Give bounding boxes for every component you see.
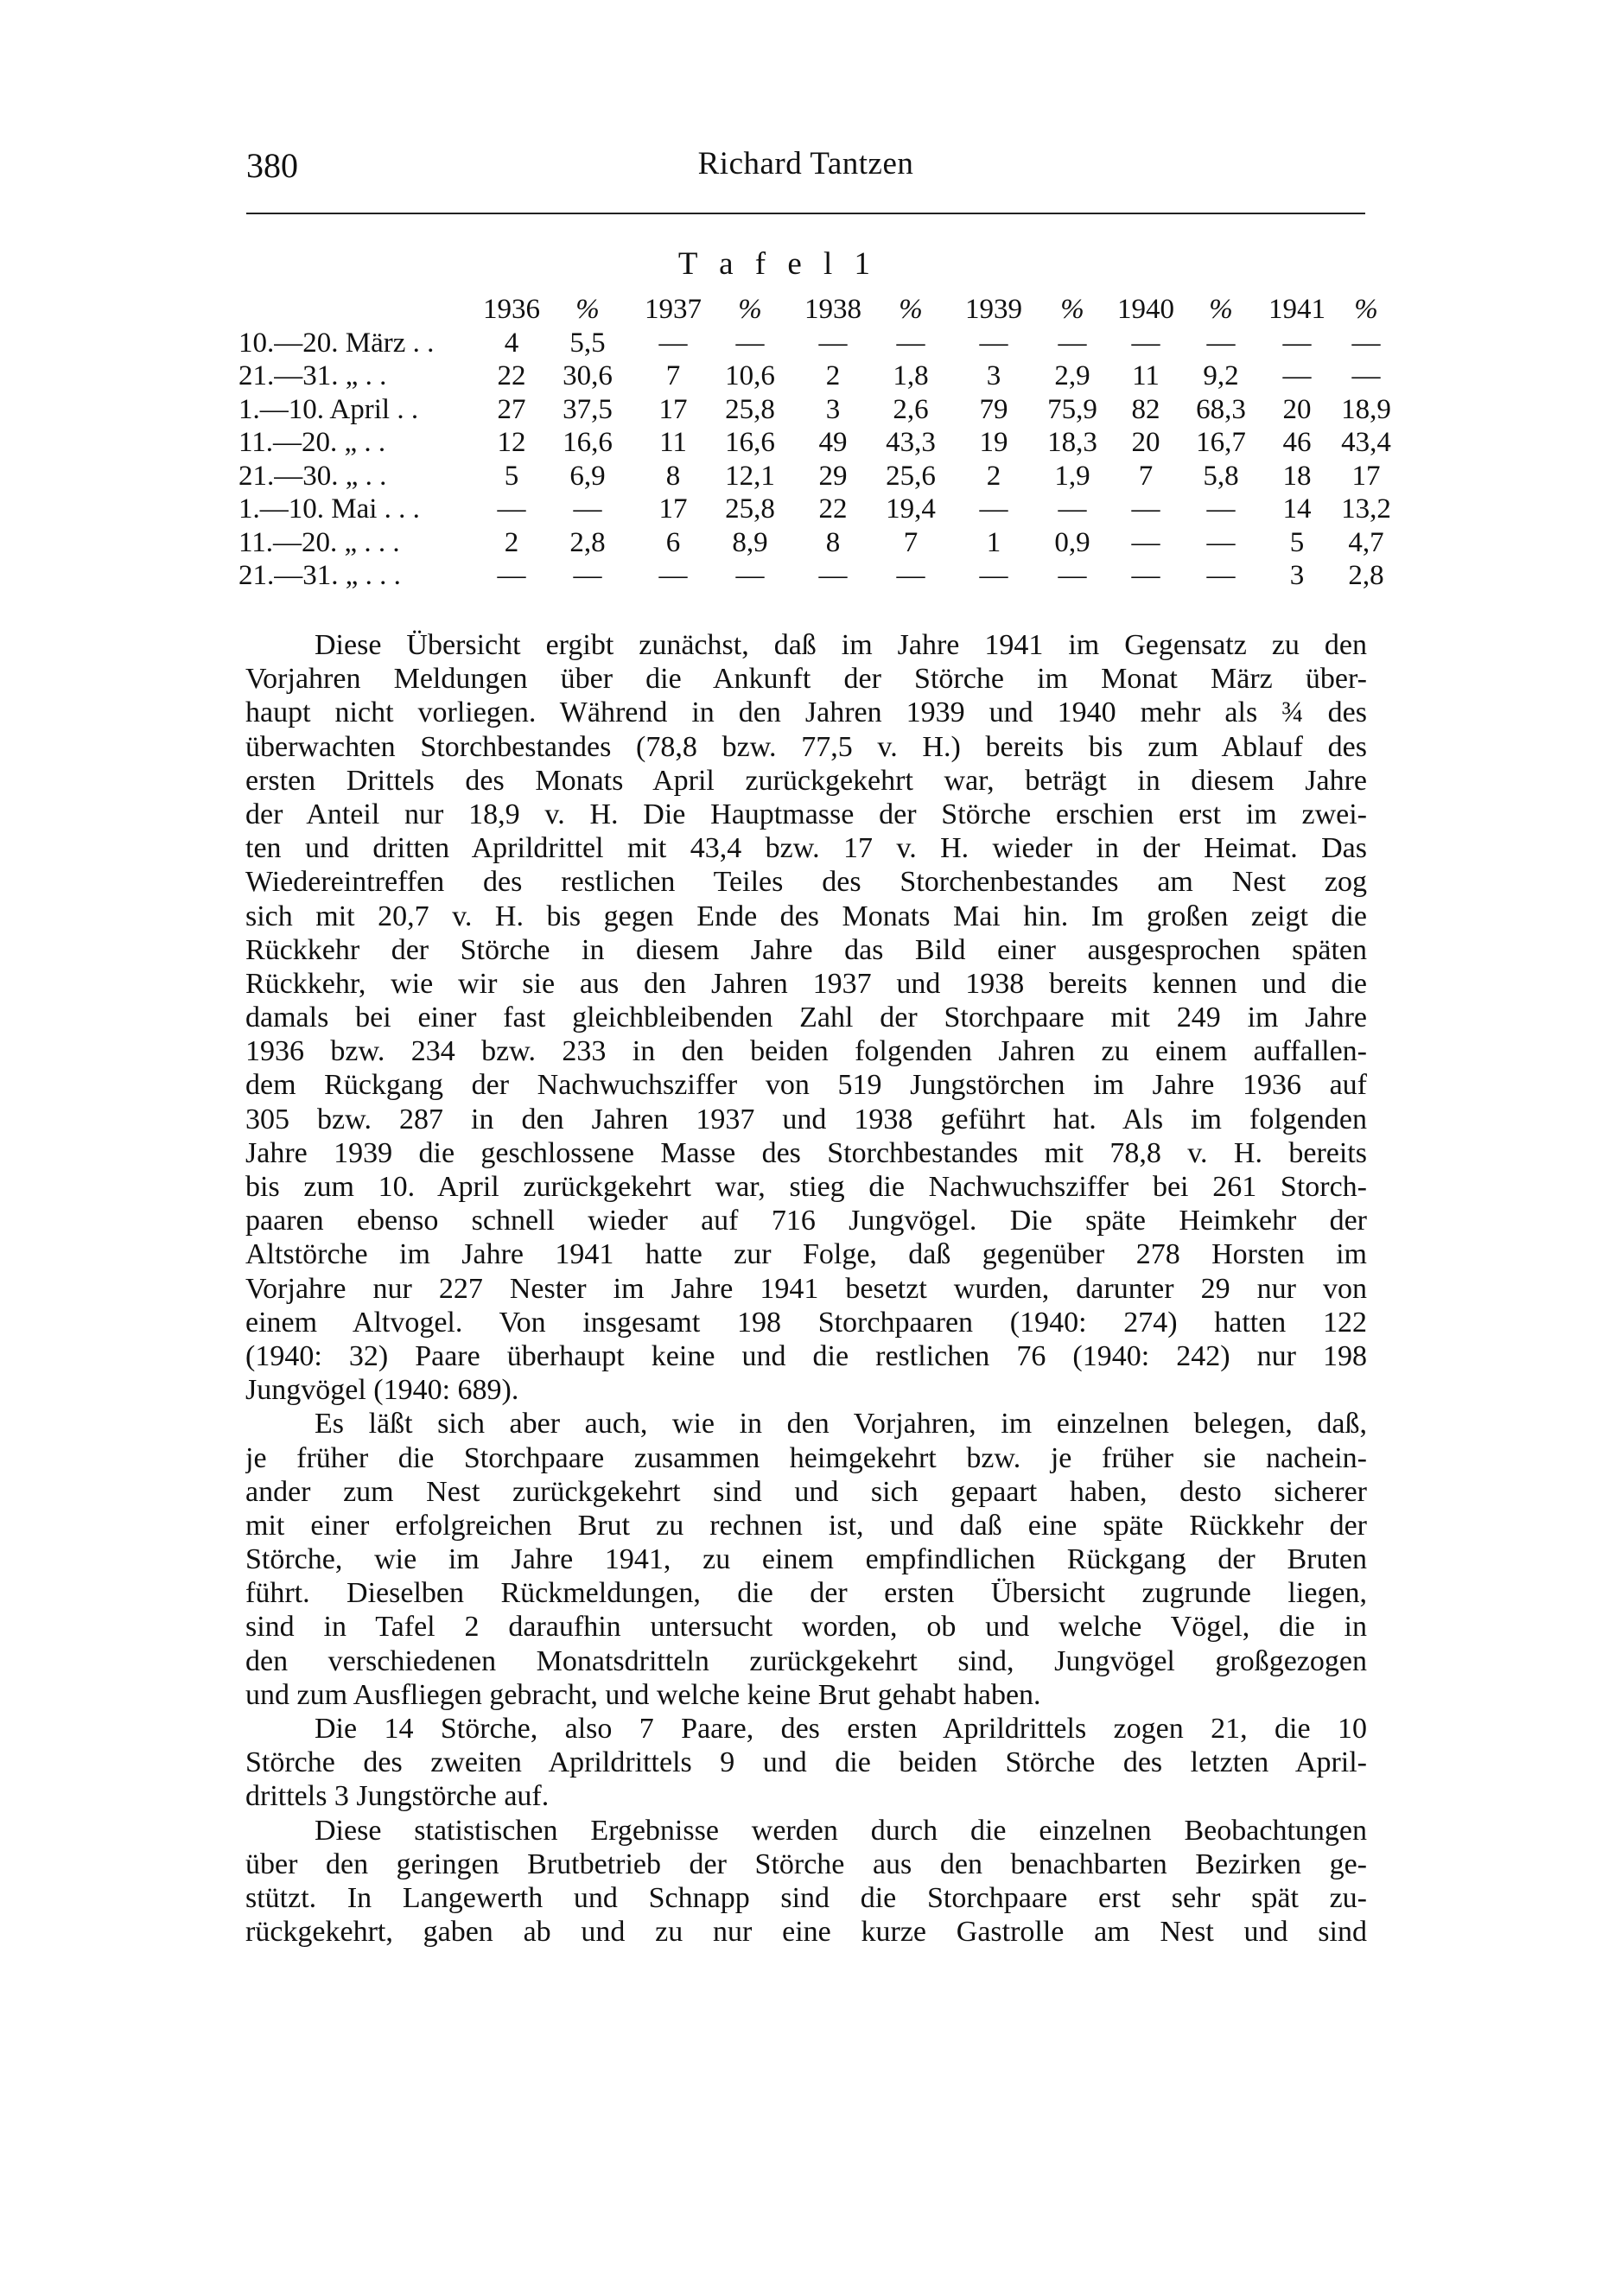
table-cell: 5,8 [1203,460,1239,492]
column-header: 1936 [483,294,540,325]
row-label: 10.—20. März . . [238,327,435,359]
table-cell: — [1131,493,1160,525]
text-line: Vorjahren Meldungen über die Ankunft der Störche im Monat März über- [245,663,1367,696]
table-cell: 0,9 [1054,526,1090,558]
text-line: Wiedereintreffen des restlichen Teiles des Storchenbestandes am Nest zog [245,866,1367,899]
table-cell: 11 [1132,360,1160,391]
table-cell: 16,7 [1196,427,1246,458]
table-row [238,560,1384,594]
table-cell: 12 [497,427,526,458]
text-line: Diese statistischen Ergebnisse werden durch die einzelnen Beobachtungen [315,1814,1367,1847]
text-line: dem Rückgang der Nachwuchsziffer von 519 Jungstörchen im Jahre 1936 auf [245,1069,1367,1102]
text-line: ander zum Nest zurückgekehrt sind und sich gepaart haben, desto sicherer [245,1475,1367,1508]
table-cell: — [735,560,765,591]
table-cell: 16,6 [563,427,613,458]
text-line: je früher die Storchpaare zusammen heimgekehrt bzw. je früher sie nachein- [245,1441,1367,1474]
text-line: Diese Übersicht ergibt zunächst, daß im Jahre 1941 im Gegensatz zu den [315,629,1367,661]
table-cell: 8,9 [732,526,768,558]
row-label: 1.—10. Mai . . . [238,493,420,525]
text-line: damals bei einer fast gleichbleibenden Zahl der Storchpaare mit 249 im Jahre [245,1002,1367,1034]
table-cell: 2 [986,460,1001,492]
table-cell: 25,8 [725,493,775,525]
table-cell: 3 [1289,560,1305,591]
text-line: Altstörche im Jahre 1941 hatte zur Folge, daß gegenüber 278 Horsten im [245,1238,1367,1271]
table-cell: — [1206,327,1236,359]
text-line: bis zum 10. April zurückgekehrt war, stieg die Nachwuchsziffer bei 261 Storch- [245,1171,1367,1203]
table-cell: 7 [665,360,681,391]
table-cell: — [573,493,602,525]
text-line: mit einer erfolgreichen Brut zu rechnen ist, und daß eine späte Rückkehr der [245,1509,1367,1542]
table-cell: 4 [504,327,519,359]
table-cell: 14 [1282,493,1312,525]
table-cell: — [818,327,848,359]
text-line: den verschiedenen Monatsdritteln zurückgekehrt sind, Jungvögel großgezogen [245,1644,1367,1677]
table-cell: 3 [986,360,1001,391]
text-line: Jahre 1939 die geschlossene Masse des Storchbestandes mit 78,8 v. H. bereits [245,1136,1367,1169]
table-cell: 2,9 [1054,360,1090,391]
running-title: Richard Tantzen [697,146,914,181]
table-cell: 79 [979,393,1008,425]
table-cell: — [1206,560,1236,591]
table-cell: 17 [658,493,688,525]
row-label: 21.—31. „ . . . [238,560,401,591]
table-row [238,427,1391,461]
text-line: einem Altvogel. Von insgesamt 198 Storchpaaren (1940: 274) hatten 122 [245,1306,1367,1339]
table-cell: 7 [1138,460,1154,492]
table-cell: — [979,493,1008,525]
table-row [238,493,1391,527]
text-line: Rückkehr, wie wir sie aus den Jahren 1937 und 1938 bereits kennen und die [245,967,1367,1000]
table-cell: — [1351,327,1381,359]
table-cell: 7 [903,526,919,558]
text-line: stützt. In Langewerth und Schnapp sind die Storchpaare erst sehr spät zu- [245,1881,1367,1914]
text-line: ersten Drittels des Monats April zurückgekehrt war, beträgt in diesem Jahre [245,764,1367,797]
page-number: 380 [246,146,298,185]
table-cell: — [1058,493,1087,525]
table-cell: 75,9 [1047,393,1097,425]
table-cell: — [1351,360,1381,391]
table-cell: 8 [825,526,841,558]
body-text [245,628,1367,1949]
table-cell: 5 [504,460,519,492]
table-cell: — [818,560,848,591]
text-line: 305 bzw. 287 in den Jahren 1937 und 1938 geführt hat. Als im folgenden [245,1103,1367,1135]
table-cell: 17 [658,393,688,425]
table-cell: — [979,327,1008,359]
table-cell: 5 [1289,526,1305,558]
text-line: paaren ebenso schnell wieder auf 716 Jungvögel. Die späte Heimkehr der [245,1205,1367,1237]
column-header: 1939 [965,294,1022,325]
table-cell: 1,8 [893,360,929,391]
column-header: % [1209,294,1233,325]
text-line: Jungvögel (1940: 689). [245,1374,519,1407]
table-cell: 27 [497,393,526,425]
table-cell: 12,1 [725,460,775,492]
table-cell: — [658,327,688,359]
table-cell: 43,3 [886,427,936,458]
table-cell: — [896,560,925,591]
text-line: Es läßt sich aber auch, wie in den Vorjahren, im einzelnen belegen, daß, [315,1408,1367,1441]
table-cell: 19 [979,427,1008,458]
table-cell: — [497,493,526,525]
column-header: % [1060,294,1084,325]
data-table [238,294,1391,594]
table-cell: 2 [504,526,519,558]
table-cell: 2,6 [893,393,929,425]
text-line: Störche des zweiten Aprildrittels 9 und die beiden Störche des letzten April- [245,1746,1367,1779]
text-line: Vorjahre nur 227 Nester im Jahre 1941 besetzt wurden, darunter 29 nur von [245,1272,1367,1305]
table-cell: — [1282,327,1312,359]
table-cell: 20 [1131,427,1160,458]
table-cell: — [497,560,526,591]
table-cell: 68,3 [1196,393,1246,425]
table-cell: — [1206,493,1236,525]
table-header-row [238,294,1378,328]
table-cell: 6,9 [569,460,606,492]
table-cell: 2 [825,360,841,391]
column-header: 1941 [1268,294,1325,325]
table-cell: 20 [1282,393,1312,425]
table-cell: — [658,560,688,591]
text-line: und zum Ausfliegen gebracht, und welche keine Brut gehabt haben. [245,1678,1041,1711]
table-cell: 25,8 [725,393,775,425]
text-line: 1936 bzw. 234 bzw. 233 in den beiden folgenden Jahren zu einem auffallen- [245,1035,1367,1068]
table-row [238,526,1384,561]
text-line: führt. Dieselben Rückmeldungen, die der ersten Übersicht zugrunde liegen, [245,1577,1367,1610]
table-row [238,327,1381,361]
table-cell: 18 [1282,460,1312,492]
table-row [238,360,1381,394]
table-cell: — [573,560,602,591]
table-cell: 17 [1351,460,1381,492]
text-line: überwachten Storchbestandes (78,8 bzw. 77,5 v. H.) bereits bis zum Ablauf des [245,730,1367,763]
column-header: % [1354,294,1378,325]
text-line: über den geringen Brutbetrieb der Störche aus den benachbarten Bezirken ge- [245,1848,1367,1880]
table-cell: 46 [1282,427,1312,458]
table-cell: — [1058,560,1087,591]
table-cell: 9,2 [1203,360,1239,391]
table-cell: — [1131,560,1160,591]
text-line: haupt nicht vorliegen. Während in den Jahren 1939 und 1940 mehr als ¾ des [245,696,1367,729]
table-cell: — [1131,327,1160,359]
text-line: Störche, wie im Jahre 1941, zu einem empfindlichen Rückgang der Bruten [245,1543,1367,1576]
table-cell: — [896,327,925,359]
header-rule [246,213,1365,214]
table-cell: 25,6 [886,460,936,492]
table-cell: 4,7 [1348,526,1384,558]
table-cell: 43,4 [1341,427,1391,458]
table-body [238,327,1391,594]
text-line: der Anteil nur 18,9 v. H. Die Hauptmasse der Störche erschien erst im zwei- [245,798,1367,830]
table-cell: 18,3 [1047,427,1097,458]
table-cell: 82 [1131,393,1160,425]
table-cell: 1,9 [1054,460,1090,492]
table-row [238,393,1391,428]
table-cell: 5,5 [569,327,606,359]
text-line: Rückkehr der Störche in diesem Jahre das Bild einer ausgesprochen späten [245,933,1367,966]
table-cell: — [1282,360,1312,391]
column-header: 1938 [804,294,861,325]
page-header [246,145,1365,197]
text-line: drittels 3 Jungstörche auf. [245,1780,550,1813]
table-cell: 30,6 [563,360,613,391]
column-header: % [899,294,923,325]
row-label: 21.—30. „ . . [238,460,387,492]
table-cell: 22 [497,360,526,391]
table-cell: — [1131,526,1160,558]
table-title: T a f e l 1 [677,246,878,282]
table-cell: 37,5 [563,393,613,425]
text-line: Die 14 Störche, also 7 Paare, des ersten Aprildrittels zogen 21, die 10 [315,1713,1367,1745]
column-header: 1937 [645,294,702,325]
text-line: ten und dritten Aprildrittel mit 43,4 bzw. 17 v. H. wieder in der Heimat. Das [245,832,1367,865]
table-cell: 13,2 [1341,493,1391,525]
row-label: 21.—31. „ . . [238,360,387,391]
column-header: % [575,294,600,325]
table-cell: 8 [665,460,681,492]
table-cell: 11 [659,427,687,458]
table-cell: 22 [818,493,848,525]
table-cell: 2,8 [569,526,606,558]
text-line: sich mit 20,7 v. H. bis gegen Ende des Monats Mai hin. Im großen zeigt die [245,900,1367,932]
table-cell: 19,4 [886,493,936,525]
text-line: (1940: 32) Paare überhaupt keine und die restlichen 76 (1940: 242) nur 198 [245,1339,1367,1372]
row-label: 1.—10. April . . [238,393,419,425]
table-cell: 3 [825,393,841,425]
table-row [238,460,1381,494]
table-cell: 29 [818,460,848,492]
column-header: 1940 [1117,294,1174,325]
table-cell: 1 [986,526,1001,558]
table-cell: 2,8 [1348,560,1384,591]
row-label: 11.—20. „ . . [238,427,386,458]
table-cell: — [1206,526,1236,558]
table-cell: 49 [818,427,848,458]
table-cell: 6 [665,526,681,558]
table-cell: — [735,327,765,359]
row-label: 11.—20. „ . . . [238,526,400,558]
table-cell: 16,6 [725,427,775,458]
table-cell: 10,6 [725,360,775,391]
table-cell: 18,9 [1341,393,1391,425]
table-cell: — [979,560,1008,591]
text-line: rückgekehrt, gaben ab und zu nur eine kurze Gastrolle am Nest und sind [245,1916,1367,1949]
text-line: sind in Tafel 2 daraufhin untersucht worden, ob und welche Vögel, die in [245,1611,1367,1644]
table-cell: — [1058,327,1087,359]
column-header: % [738,294,762,325]
